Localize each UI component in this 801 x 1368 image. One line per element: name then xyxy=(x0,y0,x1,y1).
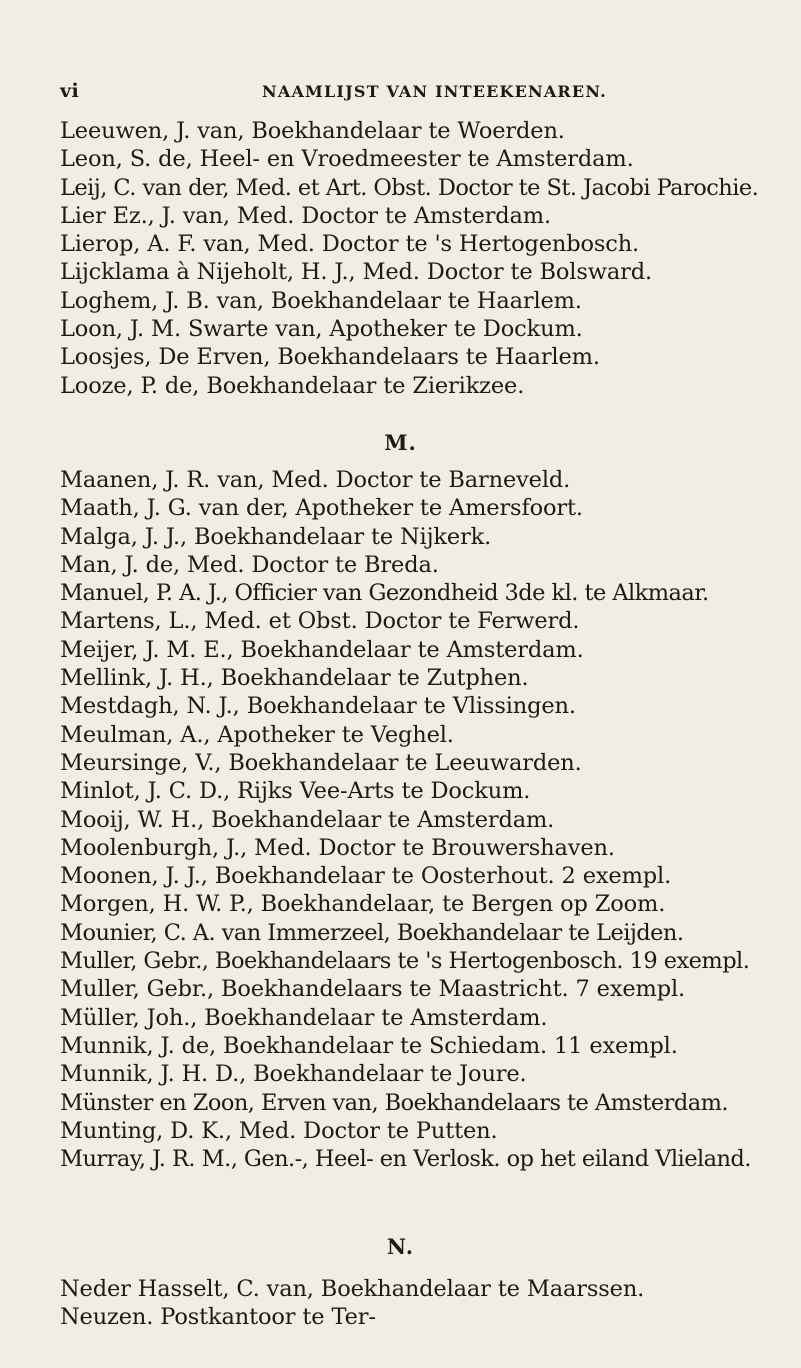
list-entry: Müller, Joh., Boekhandelaar te Amsterdam. xyxy=(60,1004,548,1031)
list-entry: Leij, C. van der, Med. et Art. Obst. Doctor te St. Jacobi Parochie. xyxy=(60,174,759,201)
list-entry: Münster en Zoon, Erven van, Boekhandelaars te Amsterdam. xyxy=(60,1089,728,1116)
section-heading-n: N. xyxy=(386,1234,415,1259)
section-l-list xyxy=(60,117,790,400)
list-entry: Lijcklama à Nijeholt, H. J., Med. Doctor te Bolsward. xyxy=(60,259,652,286)
list-entry: Lierop, A. F. van, Med. Doctor te 's Hertogenbosch. xyxy=(60,231,640,258)
list-entry: Morgen, H. W. P., Boekhandelaar, te Bergen op Zoom. xyxy=(60,891,666,918)
running-title: NAAMLIJST VAN INTEEKENAREN. xyxy=(262,82,607,101)
list-entry: Meijer, J. M. E., Boekhandelaar te Amsterdam. xyxy=(60,636,584,663)
section-m-list xyxy=(60,466,790,1173)
list-entry: Meulman, A., Apotheker te Veghel. xyxy=(60,721,454,748)
list-entry: Munnik, J. H. D., Boekhandelaar te Joure. xyxy=(60,1061,527,1088)
list-entry: Neder Hasselt, C. van, Boekhandelaar te Maarssen. xyxy=(60,1276,645,1302)
list-entry: Martens, L., Med. et Obst. Doctor te Ferwerd. xyxy=(60,608,580,635)
list-entry: Neuzen. Postkantoor te Ter- xyxy=(60,1304,376,1331)
list-entry: Mellink, J. H., Boekhandelaar te Zutphen. xyxy=(60,665,529,692)
list-entry: Maanen, J. R. van, Med. Doctor te Barneveld. xyxy=(60,467,571,493)
list-entry: Loghem, J. B. van, Boekhandelaar te Haarlem. xyxy=(60,287,582,314)
section-n-list xyxy=(60,1275,790,1332)
list-entry: Moolenburgh, J., Med. Doctor te Brouwershaven. xyxy=(60,834,615,861)
list-entry: Manuel, P. A. J., Officier van Gezondheid 3de kl. te Alkmaar. xyxy=(60,580,709,607)
list-entry: Man, J. de, Med. Doctor te Breda. xyxy=(60,551,439,578)
list-entry: Looze, P. de, Boekhandelaar te Zierikzee. xyxy=(60,372,525,399)
list-entry: Munting, D. K., Med. Doctor te Putten. xyxy=(60,1117,498,1144)
list-entry: Loosjes, De Erven, Boekhandelaars te Haarlem. xyxy=(60,344,600,371)
list-entry: Munnik, J. de, Boekhandelaar te Schiedam. 11 exempl. xyxy=(60,1032,678,1059)
list-entry: Moonen, J. J., Boekhandelaar te Oosterhout. 2 exempl. xyxy=(60,863,672,890)
section-heading-m: M. xyxy=(384,430,417,455)
list-entry: Malga, J. J., Boekhandelaar te Nijkerk. xyxy=(60,523,492,550)
list-entry: Leon, S. de, Heel- en Vroedmeester te Amsterdam. xyxy=(60,146,634,173)
list-entry: Leeuwen, J. van, Boekhandelaar te Woerden. xyxy=(60,118,565,144)
page-number: vi xyxy=(60,80,80,102)
list-entry: Maath, J. G. van der, Apotheker te Amersfoort. xyxy=(60,495,583,522)
list-entry: Murray, J. R. M., Gen.-, Heel- en Verlosk. op het eiland Vlieland. xyxy=(60,1146,751,1173)
list-entry: Mounier, C. A. van Immerzeel, Boekhandelaar te Leijden. xyxy=(60,919,684,946)
page-header xyxy=(0,78,801,108)
list-entry: Loon, J. M. Swarte van, Apotheker te Dockum. xyxy=(60,316,583,343)
list-entry: Lier Ez., J. van, Med. Doctor te Amsterdam. xyxy=(60,202,551,229)
list-entry: Meursinge, V., Boekhandelaar te Leeuwarden. xyxy=(60,749,582,776)
list-entry: Muller, Gebr., Boekhandelaars te Maastricht. 7 exempl. xyxy=(60,976,686,1003)
list-entry: Minlot, J. C. D., Rijks Vee-Arts te Dockum. xyxy=(60,778,531,805)
list-entry: Mestdagh, N. J., Boekhandelaar te Vlissingen. xyxy=(60,693,576,720)
list-entry: Muller, Gebr., Boekhandelaars te 's Hertogenbosch. 19 exempl. xyxy=(60,948,750,975)
list-entry: Mooij, W. H., Boekhandelaar te Amsterdam. xyxy=(60,806,555,833)
